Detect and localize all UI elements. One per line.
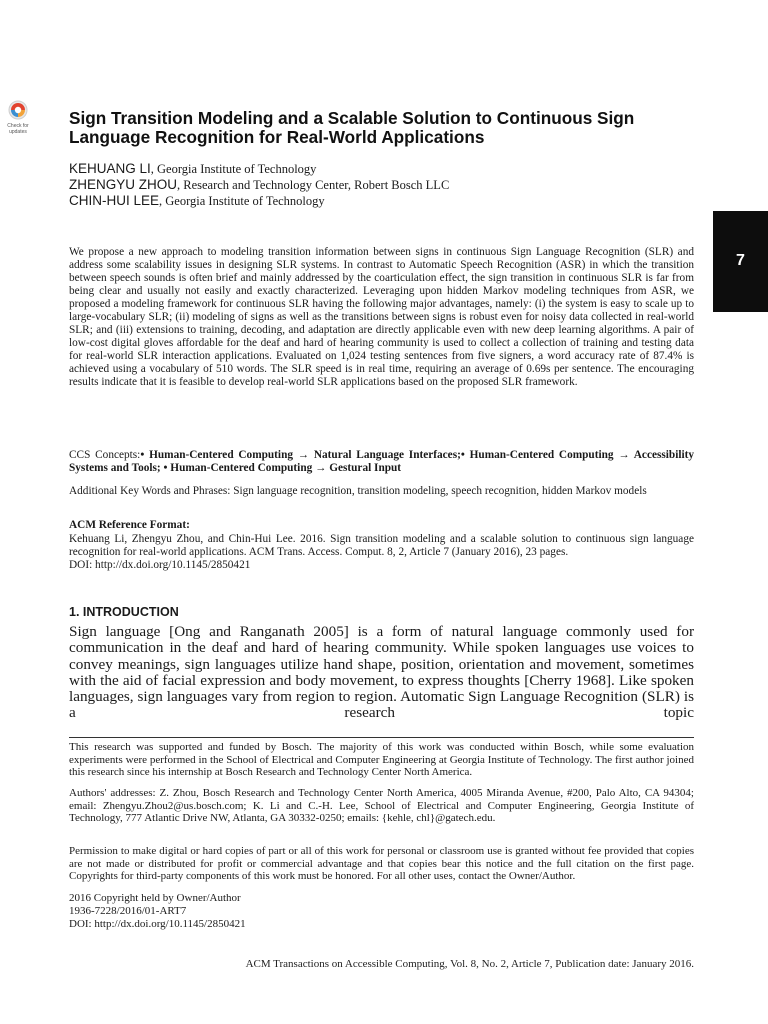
author-line <box>69 161 709 177</box>
ccs-item: Human-Centered Computing → Gestural Input <box>170 462 402 474</box>
footnote-funding: This research was supported and funded by Bosch. The majority of this work was conducted within Bosch, while some evaluation experiments were performed in the School of Electrical and Computer Engineering at Georgia Institute of Technology. The first author joined this research since his internship at Bosch Research and Technology Center North America. <box>69 741 694 779</box>
footnote-doi[interactable]: DOI: http://dx.doi.org/10.1145/2850421 <box>69 918 246 930</box>
introduction-paragraph: Sign language [Ong and Ranganath 2005] is a form of natural language commonly used for communication in the deaf and hard of hearing community. While spoken languages use voices to convey meanings, sign languages utilize hand shape, position, orientation and movement, sometimes with the aid of facial expression and body movement, to express thoughts [Cherry 1968]. Like spoken languages, sign languages vary from region to region. Automatic Sign Language Recognition (SLR) is a research topic <box>69 624 694 722</box>
section-heading-introduction: 1. INTRODUCTION <box>69 605 179 619</box>
reference-text: Kehuang Li, Zhengyu Zhou, and Chin-Hui Lee. 2016. Sign transition modeling and a scalable solution to continuous sign language recognition for real-world applications. ACM Trans. Access. Comput. 8, 2, Article 7 (January 2016), 23 pages. <box>69 533 694 558</box>
ccs-bullet: • <box>460 449 465 461</box>
article-number-tab <box>713 211 768 312</box>
reference-format <box>69 533 694 572</box>
ccs-bullet: • <box>140 449 145 461</box>
article-number: 7 <box>736 252 745 269</box>
author-affiliation: , Research and Technology Center, Robert Bosch LLC <box>177 178 450 192</box>
reference-doi[interactable]: DOI: http://dx.doi.org/10.1145/2850421 <box>69 559 251 571</box>
check-for-updates-icon <box>7 100 29 124</box>
author-name: ZHENGYU ZHOU <box>69 177 177 192</box>
page-footer: ACM Transactions on Accessible Computing, Vol. 8, No. 2, Article 7, Publication date: January 2016. <box>245 958 694 970</box>
footnote-issn: 1936-7228/2016/01-ART7 <box>69 905 187 917</box>
ccs-item: Human-Centered Computing → Natural Language Interfaces; <box>149 449 461 461</box>
author-line <box>69 177 709 193</box>
author-affiliation: , Georgia Institute of Technology <box>159 194 325 208</box>
footnote-copyright: 2016 Copyright held by Owner/Author <box>69 892 241 904</box>
reference-format-heading: ACM Reference Format: <box>69 519 190 531</box>
footnote-addresses: Authors' addresses: Z. Zhou, Bosch Research and Technology Center North America, 4005 Miranda Avenue, #200, Palo Alto, CA 94304; email: Zhengyu.Zhou2@us.bosch.com; K. Li and C.-H. Lee, School of Electrical and Computer Engineering, Georgia Institute of Technology, 777 Atlantic Drive NW, Atlanta, GA 30332-0250; emails: {kehle, chl}@gatech.edu. <box>69 787 694 825</box>
additional-keywords: Additional Key Words and Phrases: Sign language recognition, transition modeling, speech recognition, hidden Markov models <box>69 485 647 497</box>
footnote-divider <box>69 737 694 738</box>
paper-title: Sign Transition Modeling and a Scalable Solution to Continuous Sign Language Recognition for Real-World Applications <box>69 108 635 147</box>
author-line <box>69 193 709 209</box>
check-for-updates-badge[interactable] <box>2 100 34 140</box>
ccs-prefix: CCS Concepts: <box>69 449 141 461</box>
author-name: CHIN-HUI LEE <box>69 193 160 208</box>
ccs-item: Human-Centered Computing → Accessibility Systems and Tools; <box>69 449 695 474</box>
badge-label-line1: Check for <box>7 123 29 129</box>
author-affiliation: , Georgia Institute of Technology <box>150 162 317 176</box>
ccs-concepts <box>69 449 694 475</box>
abstract: We propose a new approach to modeling transition information between signs in continuous Sign Language Recognition (SLR) and address some scalability issues in designing SLR systems. In contrast to Automatic Speech Recognition (ASR) in which the transition between speech sounds is often brief and mainly addressed by the coarticulation effect, the sign transition in continuous SLR is far from being clear and usually not easily and exactly characterized. Leveraging upon hidden Markov modeling techniques from ASR, we proposed a modeling framework for continuous SLR having the following major advantages, namely: (i) the system is easy to scale up to large-vocabulary SLR; (ii) modeling of signs as well as the transitions between signs is robust even for noisy data collected in real-world SLR; and (iii) extensions to training, decoding, and adaptation are directly applicable even with new deep learning algorithms. A pair of low-cost digital gloves affordable for the deaf and hard of hearing community is used to collect a collection of training and testing data for real-world SLR interaction applications. Evaluated on 1,024 testing sentences from five signers, a word accuracy rate of 87.4% is achieved using a vocabulary of 510 words. The SLR speed is in real time, requiring an average of 0.69s per sentence. The encouraging results indicate that it is feasible to develop real-world SLR applications based on the proposed SLR framework. <box>69 246 694 388</box>
author-name: KEHUANG LI <box>69 161 151 176</box>
ccs-bullet: • <box>163 462 168 474</box>
footnote-permission: Permission to make digital or hard copies of part or all of this work for personal or classroom use is granted without fee provided that copies are not made or distributed for profit or commercial advantage and that copies bear this notice and the full citation on the first page. Copyrights for third-party components of this work must be honored. For all other uses, contact the Owner/Author. <box>69 845 694 883</box>
badge-label-line2: updates <box>9 128 27 135</box>
